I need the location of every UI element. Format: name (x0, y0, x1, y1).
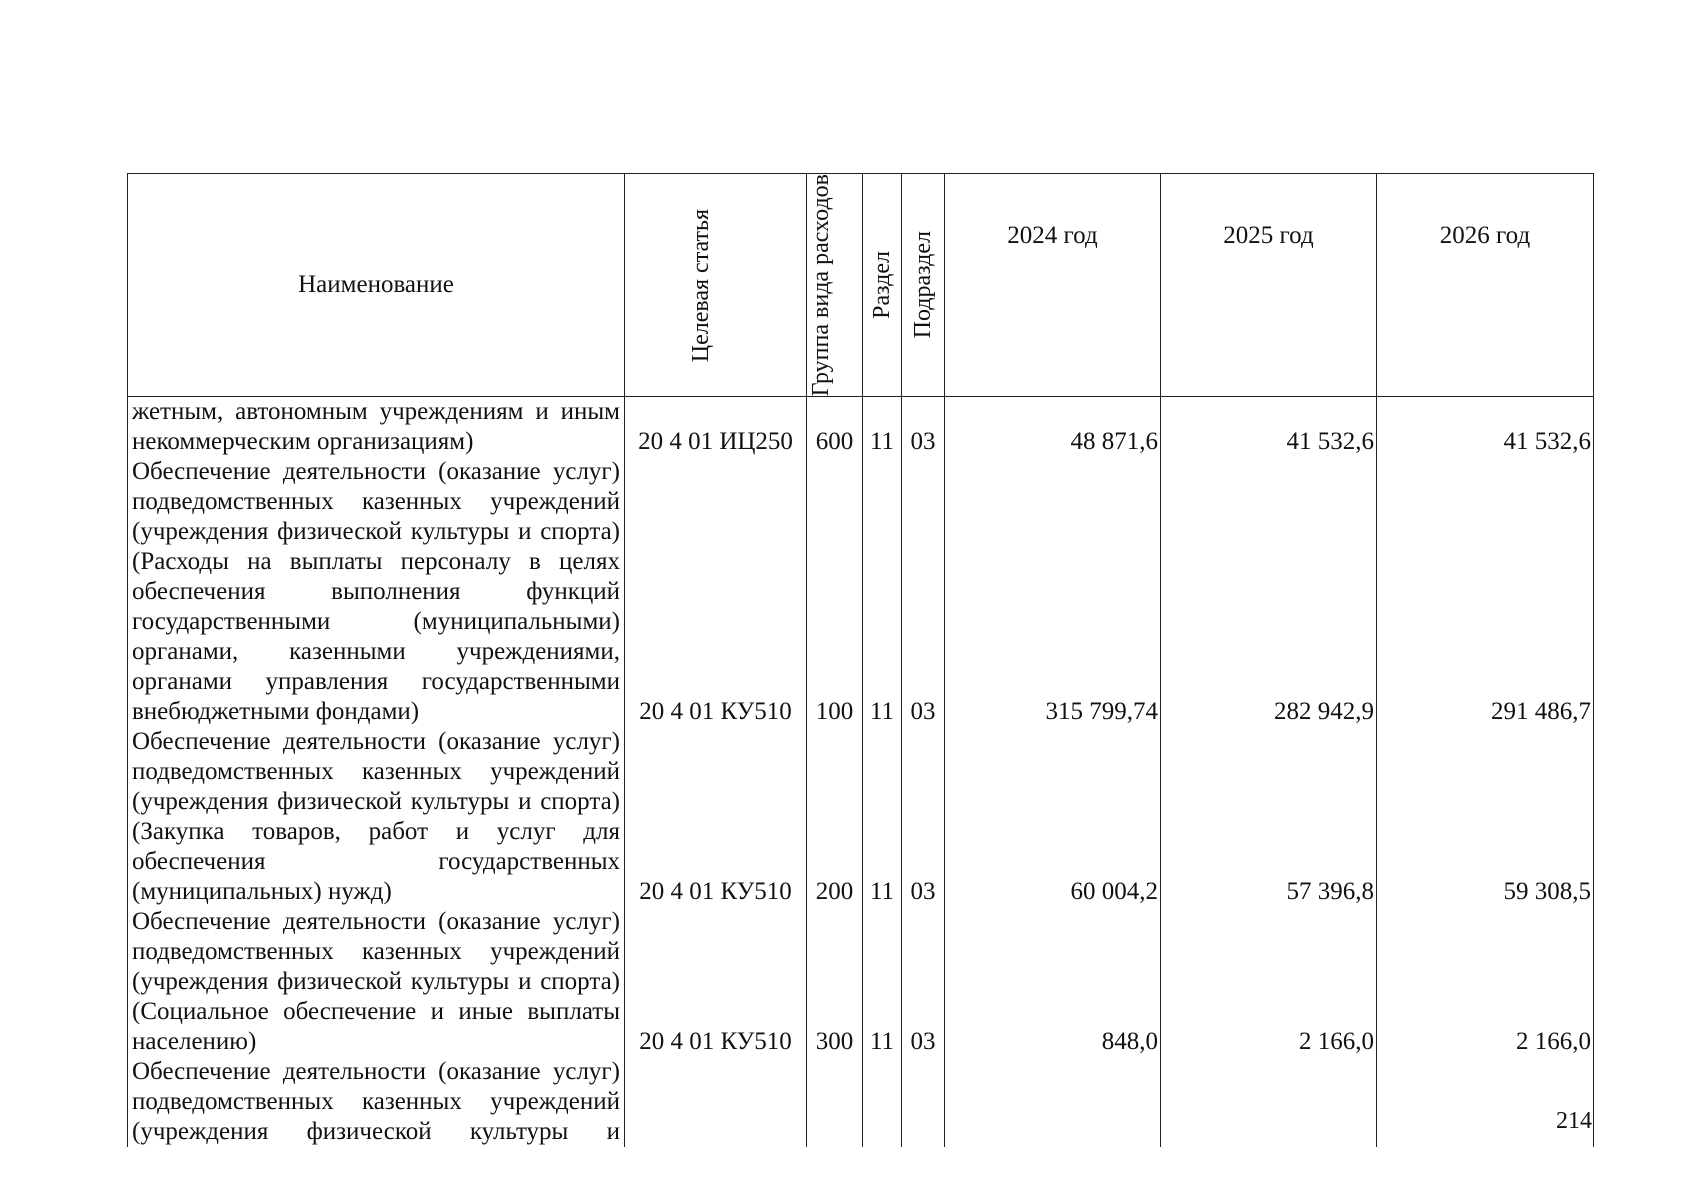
table-header (128, 174, 1594, 397)
row-expense-group: 300 (807, 907, 863, 1057)
row-subsection: 03 (902, 457, 945, 727)
header-2026: 2026 год (1377, 174, 1594, 397)
budget-table (127, 173, 1594, 1147)
table-body (128, 397, 1594, 1148)
row-subsection: 03 (902, 727, 945, 907)
header-row (128, 174, 1594, 397)
row-name: Обеспечение деятельности (оказание услуг) подведомственных казенных учреждений (учреждения физической культуры и спорта) (Закупка товаров, работ и услуг для обеспечения государственных (муниципальных) нужд) (128, 727, 625, 907)
header-name: Наименование (128, 174, 625, 397)
header-section (863, 174, 902, 397)
row-2025: 41 532,6 (1161, 397, 1377, 458)
header-expense-group (807, 174, 863, 397)
header-section-text: Раздел (869, 251, 895, 320)
row-2025: 57 396,8 (1161, 727, 1377, 907)
row-target-article: 20 4 01 КУ510 (625, 907, 807, 1057)
row-2025 (1161, 1057, 1377, 1147)
row-2025: 2 166,0 (1161, 907, 1377, 1057)
row-2024: 848,0 (945, 907, 1161, 1057)
row-target-article: 20 4 01 ИЦ250 (625, 397, 807, 458)
row-expense-group (807, 1057, 863, 1147)
header-2025: 2025 год (1161, 174, 1377, 397)
row-subsection: 03 (902, 397, 945, 458)
row-name: Обеспечение деятельности (оказание услуг) подведомственных казенных учреждений (учреждения физической культуры и (128, 1057, 625, 1147)
row-target-article (625, 1057, 807, 1147)
row-section (863, 1057, 902, 1147)
row-subsection (902, 1057, 945, 1147)
row-expense-group: 100 (807, 457, 863, 727)
header-subsection (902, 174, 945, 397)
row-section: 11 (863, 907, 902, 1057)
row-2024: 315 799,74 (945, 457, 1161, 727)
row-target-article: 20 4 01 КУ510 (625, 457, 807, 727)
header-2024: 2024 год (945, 174, 1161, 397)
table-row (128, 907, 1594, 1057)
header-target-article-text: Целевая статья (687, 208, 714, 362)
row-2026: 59 308,5 (1377, 727, 1594, 907)
table-row (128, 397, 1594, 458)
row-section: 11 (863, 397, 902, 458)
page-number: 214 (1556, 1108, 1592, 1134)
row-section: 11 (863, 457, 902, 727)
row-2026: 2 166,0 (1377, 907, 1594, 1057)
row-section: 11 (863, 727, 902, 907)
row-2025: 282 942,9 (1161, 457, 1377, 727)
header-target-article (625, 174, 807, 397)
row-target-article: 20 4 01 КУ510 (625, 727, 807, 907)
table-row (128, 1057, 1594, 1147)
header-expense-group-text: Группа вида расходов (807, 174, 834, 397)
table-row (128, 457, 1594, 727)
row-subsection: 03 (902, 907, 945, 1057)
row-expense-group: 200 (807, 727, 863, 907)
row-2026: 291 486,7 (1377, 457, 1594, 727)
row-2024: 48 871,6 (945, 397, 1161, 458)
row-name: Обеспечение деятельности (оказание услуг) подведомственных казенных учреждений (учреждения физической культуры и спорта) (Расходы на выплаты персоналу в целях обеспечения выполнения функций государственными (муниципальными) органами, казенными учреждениями, органами управления государственными внебюджетными фондами) (128, 457, 625, 727)
row-expense-group: 600 (807, 397, 863, 458)
row-name: жетным, автономным учреждениям и иным некоммерческим организациям) (128, 397, 625, 458)
header-subsection-text: Подраздел (910, 231, 936, 339)
row-2024 (945, 1057, 1161, 1147)
row-2026: 41 532,6 (1377, 397, 1594, 458)
row-name: Обеспечение деятельности (оказание услуг) подведомственных казенных учреждений (учреждения физической культуры и спорта) (Социальное обеспечение и иные выплаты населению) (128, 907, 625, 1057)
row-2024: 60 004,2 (945, 727, 1161, 907)
table-row (128, 727, 1594, 907)
